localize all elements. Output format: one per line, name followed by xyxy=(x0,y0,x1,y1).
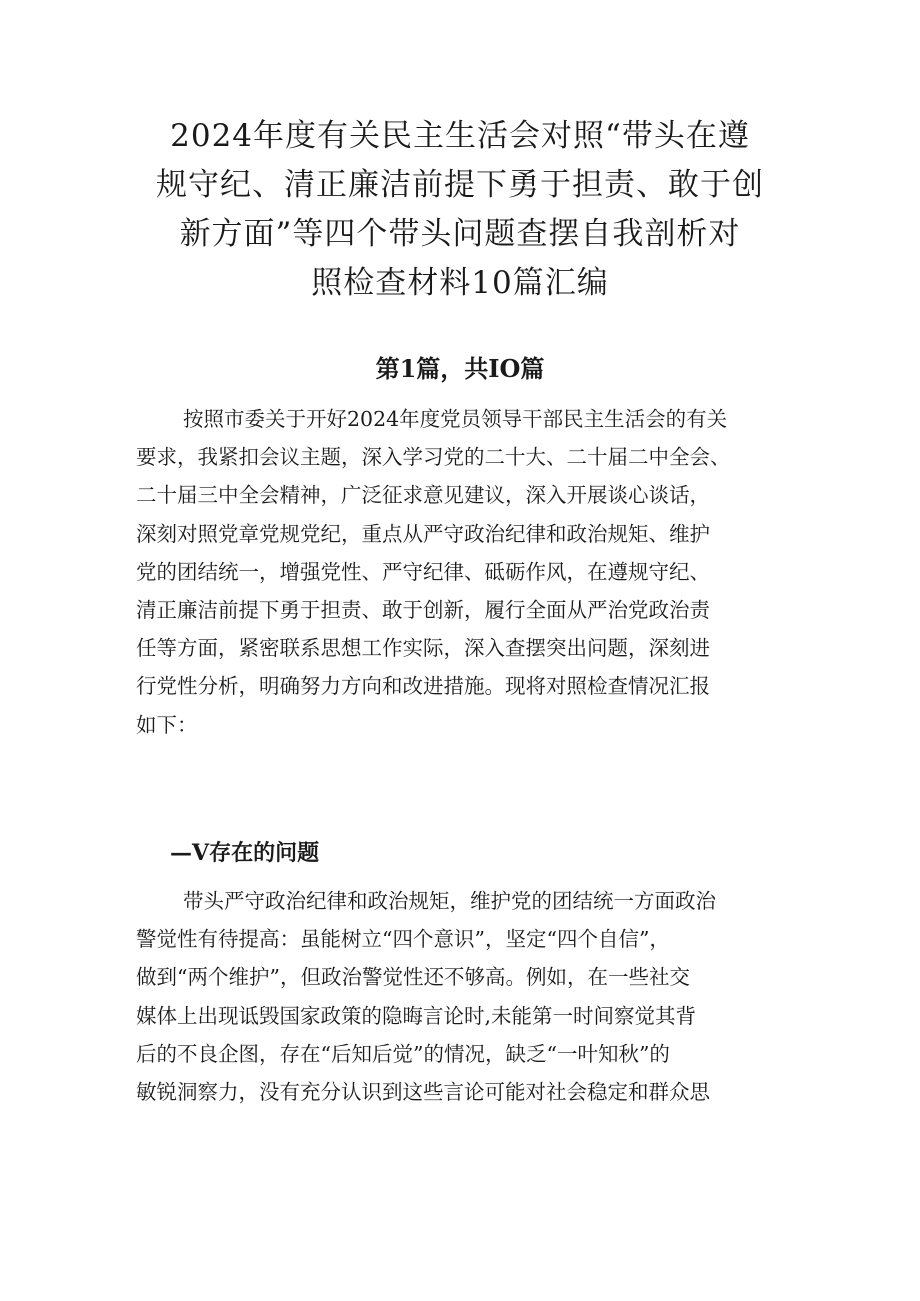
title-line: 2024年度有关民主生活会对照“带头在遵 xyxy=(170,118,750,154)
text-line: 做到“两个维护”，但政治警觉性还不够高。例如，在一些社交 xyxy=(136,965,690,990)
text-line: 警觉性有待提高：虽能树立“四个意识”，坚定“四个自信”， xyxy=(136,927,670,952)
text-line: 清正廉洁前提下勇于担责、敢于创新，履行全面从严治党政治责 xyxy=(136,598,710,623)
body-paragraph xyxy=(136,882,796,1111)
text-line: 后的不良企图，存在“后知后觉”的情况，缺乏“一叶知秋”的 xyxy=(136,1041,670,1066)
title-line: 照检查材料10篇汇编 xyxy=(311,265,609,301)
part-counter: 第1篇，共IO篇 xyxy=(375,354,545,383)
text-line: 带头严守政治纪律和政治规矩，维护党的团结统一方面政治 xyxy=(183,889,716,913)
title-line: 规守纪、清正廉洁前提下勇于担责、敢于创 xyxy=(156,167,764,203)
text-line: 要求，我紧扣会议主题，深入学习党的二十大、二十届二中全会、 xyxy=(136,445,731,470)
text-line: 如下： xyxy=(136,712,198,737)
text-line: 敏锐洞察力，没有充分认识到这些言论可能对社会稳定和群众思 xyxy=(136,1080,710,1105)
section-heading: —V存在的问题 xyxy=(170,840,320,866)
title-line: 新方面”等四个带头问题查摆自我剖析对 xyxy=(179,216,741,252)
text-line: 按照市委关于开好2024年度党员领导干部民主生活会的有关 xyxy=(183,407,728,431)
text-line: 二十届三中全会精神，广泛征求意见建议，深入开展谈心谈话， xyxy=(136,483,710,508)
text-line: 深刻对照党章党规党纪，重点从严守政治纪律和政治规矩、维护 xyxy=(136,521,710,546)
intro-paragraph xyxy=(136,400,796,744)
text-line: 任等方面，紧密联系思想工作实际，深入查摆突出问题，深刻进 xyxy=(136,636,710,661)
text-line: 党的团结统一，增强党性、严守纪律、砥砺作风，在遵规守纪、 xyxy=(136,559,710,584)
text-line: 媒体上出现诋毁国家政策的隐晦言论时,未能第一时间察觉其背 xyxy=(136,1003,697,1028)
text-line: 行党性分析，明确努力方向和改进措施。现将对照检查情况汇报 xyxy=(136,674,710,699)
document-title xyxy=(120,112,800,308)
